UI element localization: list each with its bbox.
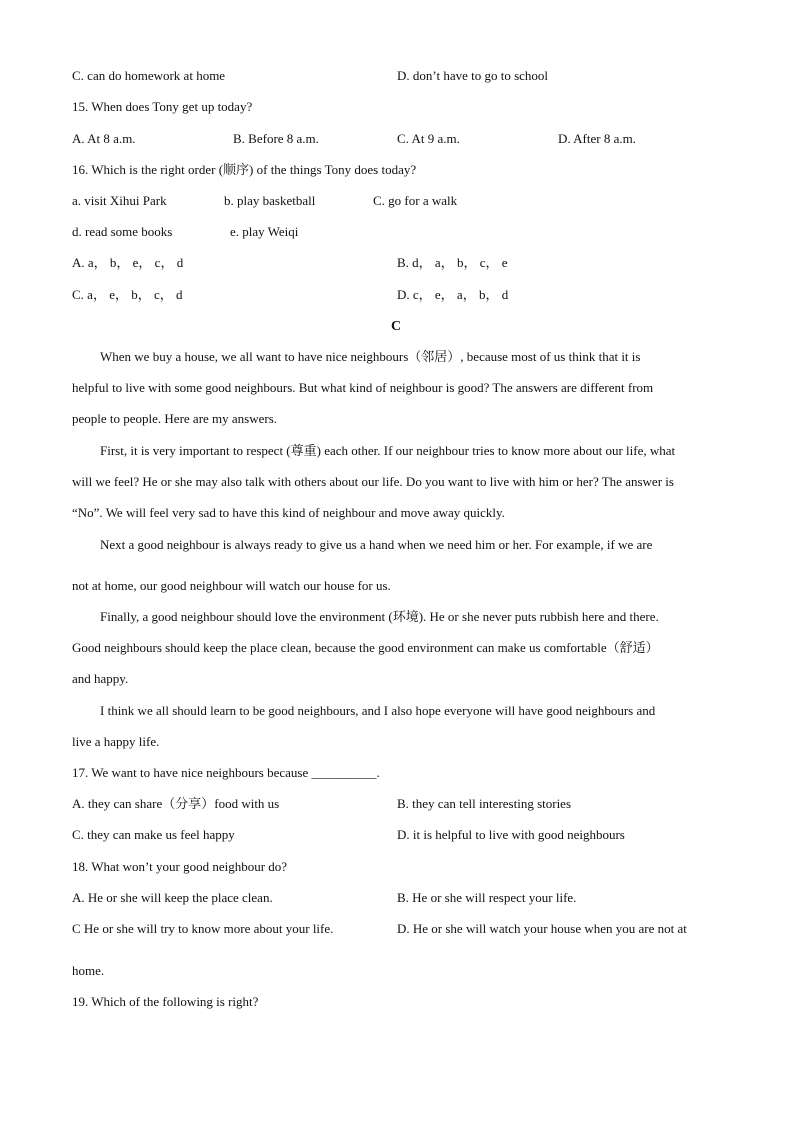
q16-item: b. play basketball bbox=[224, 193, 316, 208]
q17-option-b: B. they can tell interesting stories bbox=[397, 796, 572, 811]
q17-option-a: A. they can share（分享）food with us bbox=[72, 796, 280, 811]
q15-question: 15. When does Tony get up today? bbox=[72, 99, 253, 114]
q16-item: d. read some books bbox=[72, 224, 173, 239]
section-heading: C bbox=[391, 319, 402, 334]
passage-line: I think we all should learn to be good neighbours, and I also hope everyone will have good neighbours and bbox=[100, 703, 656, 718]
q14-option-c: C. can do homework at home bbox=[72, 68, 226, 83]
passage-line: not at home, our good neighbour will watch our house for us. bbox=[72, 578, 391, 593]
q16-item: e. play Weiqi bbox=[230, 224, 299, 239]
q18-option-d: D. He or she will watch your house when you are not at bbox=[397, 921, 687, 936]
passage-line: “No”. We will feel very sad to have this kind of neighbour and move away quickly. bbox=[72, 505, 505, 520]
q15-option-d: D. After 8 a.m. bbox=[558, 131, 636, 146]
q14-option-d: D. don’t have to go to school bbox=[397, 68, 549, 83]
passage-line: will we feel? He or she may also talk with others about our life. Do you want to live with him or her? The answer is bbox=[72, 474, 674, 489]
q16-option-d: D. c， e， a， b， d bbox=[397, 287, 509, 302]
q16-item: a. visit Xihui Park bbox=[72, 193, 167, 208]
passage-line: When we buy a house, we all want to have nice neighbours（邻居）, because most of us think that it is bbox=[100, 349, 641, 364]
q17-option-d: D. it is helpful to live with good neighbours bbox=[397, 827, 625, 842]
q16-question: 16. Which is the right order (顺序) of the things Tony does today? bbox=[72, 162, 417, 177]
passage-line: live a happy life. bbox=[72, 734, 160, 749]
q15-option-b: B. Before 8 a.m. bbox=[233, 131, 319, 146]
passage-line: Next a good neighbour is always ready to give us a hand when we need him or her. For example, if we are bbox=[100, 537, 653, 552]
q16-item: C. go for a walk bbox=[373, 193, 458, 208]
q18-option-a: A. He or she will keep the place clean. bbox=[72, 890, 273, 905]
q16-option-c: C. a， e， b， c， d bbox=[72, 287, 183, 302]
passage-line: helpful to live with some good neighbours. But what kind of neighbour is good? The answers are different from bbox=[72, 380, 654, 395]
passage-line: First, it is very important to respect (尊重) each other. If our neighbour tries to know more about our life, what bbox=[100, 443, 676, 458]
passage-line: people to people. Here are my answers. bbox=[72, 411, 278, 426]
passage-line: Finally, a good neighbour should love the environment (环境). He or she never puts rubbish here and there. bbox=[100, 609, 659, 624]
q16-option-a: A. a， b， e， c， d bbox=[72, 255, 184, 270]
q17-question: 17. We want to have nice neighbours because __________. bbox=[72, 765, 380, 780]
q16-option-b: B. d， a， b， c， e bbox=[397, 255, 508, 270]
passage-line: and happy. bbox=[72, 671, 129, 686]
q15-option-a: A. At 8 a.m. bbox=[72, 131, 136, 146]
q19-question: 19. Which of the following is right? bbox=[72, 994, 259, 1009]
q18-option-c: C He or she will try to know more about your life. bbox=[72, 921, 334, 936]
q15-option-c: C. At 9 a.m. bbox=[397, 131, 460, 146]
q18-option-b: B. He or she will respect your life. bbox=[397, 890, 577, 905]
q18-question: 18. What won’t your good neighbour do? bbox=[72, 859, 288, 874]
q17-option-c: C. they can make us feel happy bbox=[72, 827, 235, 842]
passage-line: Good neighbours should keep the place clean, because the good environment can make us comfortable（舒适） bbox=[72, 640, 659, 655]
q18-option-d-continued: home. bbox=[72, 963, 105, 978]
